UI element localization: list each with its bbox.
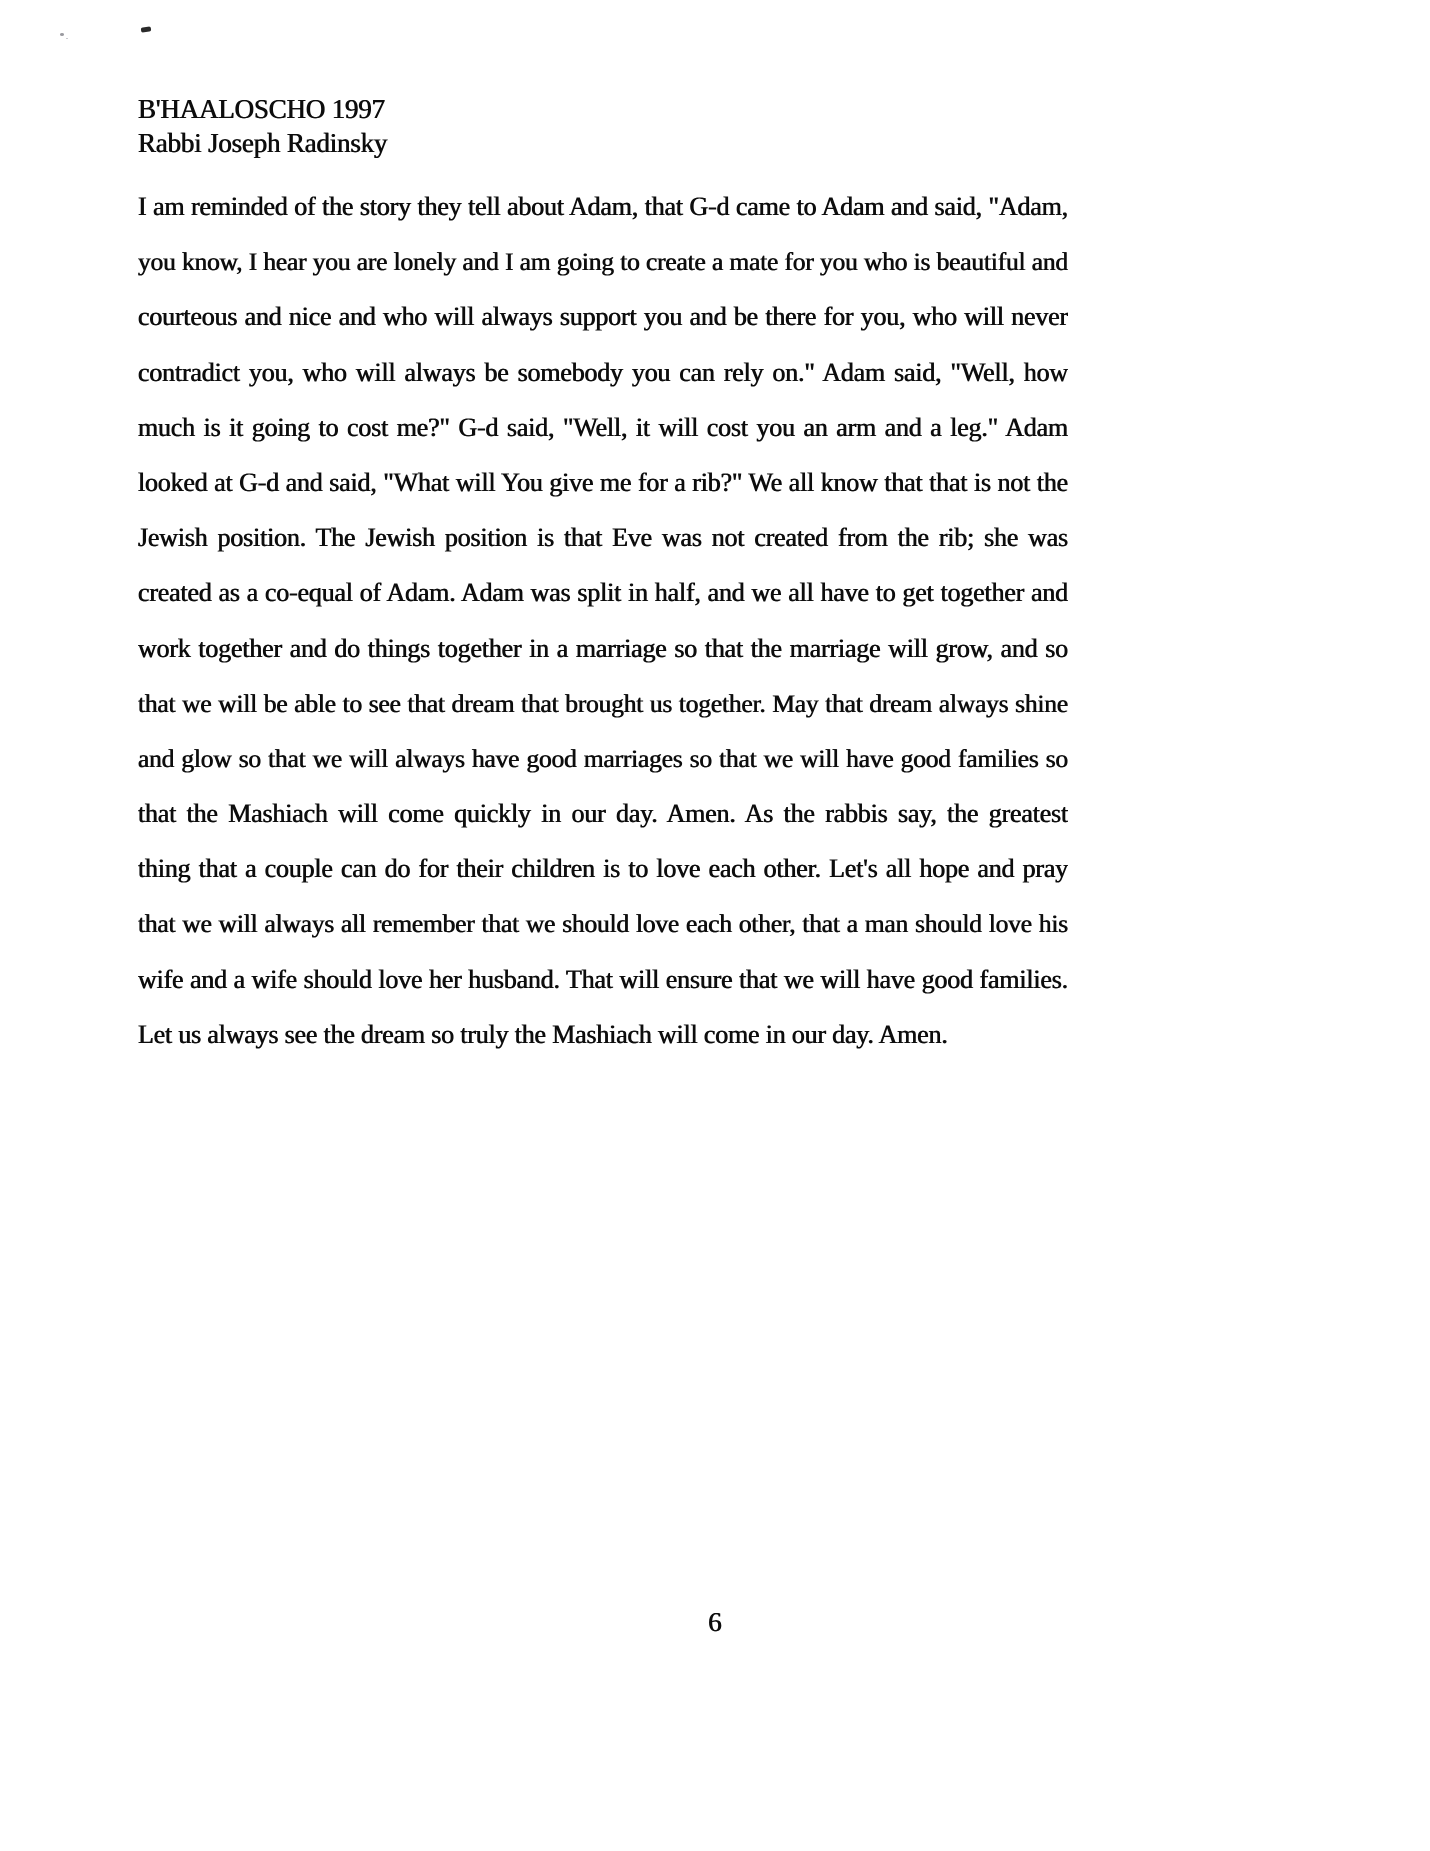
text-line: created as a co-equal of Adam. Adam was split in half, and we all have to get together and [138,578,1068,608]
text-line: and glow so that we will always have good marriages so that we will have good families so [138,743,1068,773]
text-line: Let us always see the dream so truly the Mashiach will come in our day. Amen. [138,1019,948,1049]
text-line: much is it going to cost me?" G-d said, "Well, it will cost you an arm and a leg." Adam [138,412,1068,442]
page-footer [0,1602,1430,1642]
document-body [138,179,1068,1062]
text-line: Jewish position. The Jewish position is that Eve was not created from the rib; she was [138,523,1068,553]
text-line: I am reminded of the story they tell about Adam, that G-d came to Adam and said, "Adam, [138,192,1068,221]
text-line: courteous and nice and who will always support you and be there for you, who will never [138,302,1068,332]
document-title: B'HAALOSCHO 1997 [138,94,385,124]
document-author: Rabbi Joseph Radinsky [138,128,388,158]
page-number: 6 [708,1607,722,1637]
text-line: looked at G-d and said, "What will You give me for a rib?" We all know that that is not the [138,467,1068,497]
scan-artifact [141,26,152,32]
text-line: contradict you, who will always be somebody you can rely on." Adam said, "Well, how [138,357,1068,387]
scan-artifact [60,33,64,36]
text-line: work together and do things together in a marriage so that the marriage will grow, and so [138,633,1068,663]
text-line: that the Mashiach will come quickly in our day. Amen. As the rabbis say, the greatest [138,799,1068,829]
document-header [138,92,387,160]
text-line: wife and a wife should love her husband. That will ensure that we will have good families. [138,964,1068,994]
text-line: you know, I hear you are lonely and I am going to create a mate for you who is beautiful and [138,247,1068,277]
text-line: that we will always all remember that we should love each other, that a man should love his [138,909,1068,939]
text-line: thing that a couple can do for their children is to love each other. Let's all hope and pray [138,854,1068,884]
text-line: that we will be able to see that dream that brought us together. May that dream always shine [138,688,1068,718]
